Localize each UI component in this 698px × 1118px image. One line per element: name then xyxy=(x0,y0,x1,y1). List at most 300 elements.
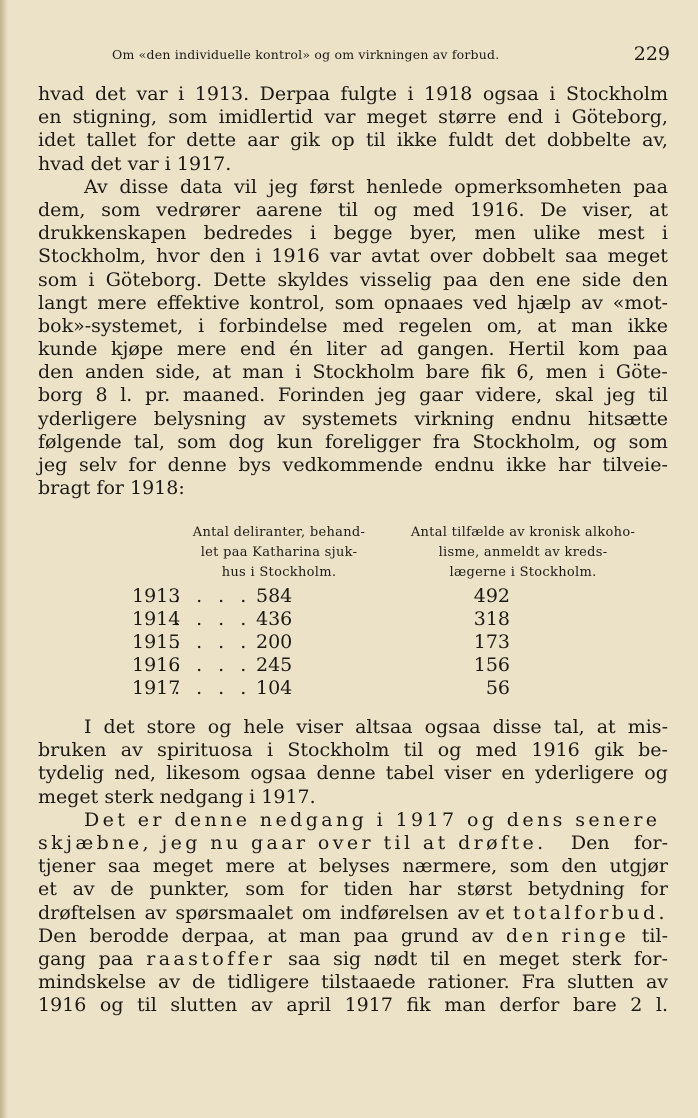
word: som xyxy=(509,855,549,878)
word: en xyxy=(38,106,62,129)
word: med xyxy=(475,739,518,762)
word: paa xyxy=(633,338,668,361)
text-line xyxy=(38,716,668,739)
word: meget xyxy=(607,245,668,268)
word: disse xyxy=(119,175,169,198)
word: at xyxy=(212,361,231,384)
word: l. xyxy=(655,994,668,1017)
word: 1916. xyxy=(470,198,525,221)
word: drukkenskapen xyxy=(38,222,187,245)
word: jeg xyxy=(38,454,68,476)
alkoholisme-value: 156 xyxy=(473,654,510,676)
word: op xyxy=(331,129,355,152)
leader-dots: . . . . xyxy=(174,585,252,607)
word: begge xyxy=(333,222,393,245)
word: tabel xyxy=(385,762,435,785)
word: i xyxy=(266,739,274,762)
word: med xyxy=(342,314,384,337)
word: rationer. xyxy=(427,971,510,994)
word: for xyxy=(300,878,328,901)
alkoholisme-value: 492 xyxy=(473,585,510,607)
table-row xyxy=(38,608,668,631)
paragraph-2 xyxy=(38,176,668,501)
text-line xyxy=(38,408,668,431)
word: over xyxy=(429,245,473,268)
word: spørsmaalet xyxy=(175,901,294,924)
word: som xyxy=(38,268,78,291)
word: de xyxy=(110,878,134,901)
text-line xyxy=(38,925,668,948)
leader-dots: . . . . xyxy=(174,654,252,676)
word: mest xyxy=(597,222,645,245)
word: for xyxy=(128,454,156,476)
word: bok»-systemet, xyxy=(38,314,184,337)
word: for xyxy=(147,129,175,152)
word: av xyxy=(250,994,273,1017)
word: av et xyxy=(457,901,505,924)
word: paa xyxy=(633,175,668,198)
word: i xyxy=(255,245,262,268)
alkoholisme-value: 318 xyxy=(473,608,510,630)
word: ogsaa xyxy=(424,716,481,738)
word: større xyxy=(438,106,497,129)
word: De xyxy=(540,198,567,221)
word: som xyxy=(245,878,285,901)
word: én xyxy=(289,338,313,361)
word: l. xyxy=(120,384,133,407)
running-head: Om «den individuelle kontrol» og om virkningen av forbud. xyxy=(112,47,500,62)
word: man xyxy=(299,924,341,947)
word: gangen. xyxy=(417,338,495,361)
word: kom xyxy=(578,338,620,361)
word: av xyxy=(645,971,668,994)
word: som xyxy=(628,430,668,453)
word: totalforbud. xyxy=(512,901,668,924)
word: data xyxy=(179,175,223,198)
word: systemets xyxy=(301,407,398,430)
word: nærmere, xyxy=(402,855,498,878)
word: for- xyxy=(633,947,668,970)
word: fik xyxy=(406,994,431,1017)
word: jeg xyxy=(377,384,407,407)
text-line xyxy=(38,855,668,878)
word: 1917 xyxy=(344,994,393,1017)
text-line xyxy=(38,902,668,925)
word: fuldt xyxy=(448,129,494,152)
word: opnaaes xyxy=(383,291,464,314)
word: ulike xyxy=(533,222,581,245)
word: om xyxy=(301,901,332,924)
word: hele xyxy=(243,716,285,738)
word: «mot- xyxy=(612,291,668,314)
word: var xyxy=(329,245,361,268)
word: april xyxy=(286,994,332,1017)
word: foreligger xyxy=(324,430,421,453)
word: mindskelse xyxy=(38,971,147,994)
word: at xyxy=(649,198,668,221)
word: langt xyxy=(38,291,88,314)
text-line xyxy=(38,292,668,315)
word: Den xyxy=(570,831,610,854)
word: ogsaa xyxy=(482,83,539,105)
word: Stockholm, xyxy=(38,245,147,268)
word: av xyxy=(72,878,95,901)
word: og xyxy=(592,430,617,453)
deliranter-value: 200 xyxy=(256,631,293,653)
word: vedrører xyxy=(156,198,241,221)
word: Det er denne nedgang i 1917 og dens senere xyxy=(84,808,661,831)
column-header-deliranter: Antal deliranter, behand- let paa Katharina sjuk- hus i Stockholm. xyxy=(192,525,366,580)
word: har xyxy=(408,878,442,901)
word: Den xyxy=(38,924,77,947)
word: var xyxy=(324,106,356,129)
word: følgende xyxy=(38,430,122,453)
word: byer, xyxy=(409,222,458,245)
word: paa xyxy=(98,947,134,970)
word: stigning, xyxy=(72,106,158,129)
table-row xyxy=(38,654,668,677)
word: drøftelsen xyxy=(38,901,136,924)
text-line xyxy=(38,454,668,477)
word: i xyxy=(407,83,414,105)
word: den xyxy=(561,855,598,878)
word: tidligere xyxy=(227,971,310,994)
word: til xyxy=(137,994,157,1017)
word: av xyxy=(120,739,143,762)
word: det xyxy=(504,129,536,152)
word: 8 xyxy=(95,384,108,407)
word: viser, xyxy=(582,198,634,221)
word: liter xyxy=(326,338,367,361)
word: Stockholm xyxy=(312,361,415,384)
page-edge-shadow xyxy=(0,0,8,1118)
word: tilstaaede xyxy=(321,971,416,994)
word: ikke xyxy=(627,314,668,337)
text-line xyxy=(38,83,668,106)
word: be- xyxy=(638,739,668,762)
text-line xyxy=(38,477,668,500)
word: I xyxy=(84,716,92,738)
row-year: 1917 xyxy=(132,677,181,699)
word: dette xyxy=(186,129,237,152)
word: mis- xyxy=(627,716,668,738)
row-year: 1914 xyxy=(132,608,181,630)
text-line xyxy=(38,315,668,338)
word: end xyxy=(507,106,544,129)
word: hjælp xyxy=(516,291,572,314)
word: slutten xyxy=(170,994,238,1017)
word: tallet xyxy=(86,129,137,152)
leader-dots: . . . . xyxy=(174,631,252,653)
word: sig xyxy=(333,947,362,970)
word: mere xyxy=(225,855,276,878)
word: Göteborg. xyxy=(105,268,203,291)
text-line xyxy=(38,153,668,176)
word: viser xyxy=(444,762,492,785)
word: side, xyxy=(155,361,201,384)
word: ogsaa xyxy=(250,762,307,785)
page-number: 229 xyxy=(633,43,670,65)
word: belyses xyxy=(318,855,390,878)
word: til xyxy=(430,947,450,970)
word: slutten xyxy=(567,971,634,994)
word: nødt xyxy=(373,947,418,970)
word: av xyxy=(158,971,181,994)
word: 1916 xyxy=(271,245,320,268)
word: til xyxy=(338,198,358,221)
word: men xyxy=(474,222,516,245)
word: gik xyxy=(290,129,320,152)
word: i xyxy=(88,268,95,291)
word: visselig xyxy=(359,268,432,291)
table-row xyxy=(38,677,668,700)
word: av, xyxy=(642,129,668,152)
word: hitsætte xyxy=(587,407,668,430)
word: spirituosa xyxy=(157,739,253,762)
word: 1916 xyxy=(531,739,580,762)
word: saa xyxy=(565,245,598,268)
word: den xyxy=(632,268,668,291)
word: som xyxy=(168,106,208,129)
word: yderligere xyxy=(38,407,138,430)
word: denne xyxy=(167,454,227,476)
word: en xyxy=(462,947,487,970)
word: imidlertid xyxy=(218,106,314,129)
word: at xyxy=(267,924,287,947)
word: fulgte xyxy=(340,83,397,105)
word: i xyxy=(549,83,556,105)
word: den xyxy=(209,245,246,268)
word: dem, xyxy=(38,198,86,221)
word: at xyxy=(287,855,307,878)
word: saa xyxy=(107,855,141,878)
word: raastoffer xyxy=(146,947,276,970)
word: kunde xyxy=(38,338,98,361)
word: fik xyxy=(480,361,506,384)
word: man xyxy=(242,361,284,384)
word: 2 xyxy=(630,994,643,1017)
word: ad xyxy=(380,338,404,361)
word: av xyxy=(263,407,286,430)
word: som xyxy=(177,430,217,453)
word: dobbelt xyxy=(482,245,556,268)
word: Stockholm xyxy=(565,83,668,105)
text-line xyxy=(38,338,668,361)
text-line xyxy=(38,199,668,222)
word: bedredes xyxy=(203,222,293,245)
word: gaar xyxy=(419,384,463,407)
text-line xyxy=(38,431,668,454)
word: tydelig xyxy=(38,762,105,785)
word: ikke xyxy=(506,454,547,476)
text-line xyxy=(38,971,668,994)
word: til- xyxy=(641,924,668,947)
word: maaned. xyxy=(182,384,266,407)
word: Göte- xyxy=(615,361,668,384)
word: med xyxy=(412,198,455,221)
word: hvad xyxy=(38,83,85,105)
word: vil xyxy=(234,175,257,198)
word: selv xyxy=(78,454,117,476)
word: kun xyxy=(276,430,313,453)
word: av xyxy=(471,924,494,947)
word: som xyxy=(334,291,374,314)
word: bare xyxy=(425,361,470,384)
word: viser xyxy=(296,716,344,738)
word: et xyxy=(38,878,57,901)
word: i xyxy=(598,361,605,384)
page-header xyxy=(40,42,672,72)
word: kjøpe xyxy=(111,338,164,361)
leader-dots: . . . . xyxy=(174,608,252,630)
word: store xyxy=(146,716,196,738)
word: dog xyxy=(228,430,265,453)
word: likesom xyxy=(166,762,241,785)
word: til xyxy=(365,129,386,152)
text-line xyxy=(38,129,668,152)
word: Dette xyxy=(213,268,267,291)
column-header-alkoholisme: Antal tilfælde av kronisk alkoho- lisme, anmeldt av kreds- lægerne i Stockholm. xyxy=(410,525,636,580)
word: endnu xyxy=(434,454,495,476)
word: Derpaa xyxy=(259,83,331,105)
word: 1916 xyxy=(38,994,87,1017)
word: henlede xyxy=(366,175,443,198)
word: borg xyxy=(38,384,83,407)
word: for- xyxy=(634,831,668,854)
deliranter-value: 584 xyxy=(256,585,293,607)
word: indførelsen xyxy=(339,901,449,924)
word: hvor xyxy=(156,245,200,268)
word: dobbelte xyxy=(546,129,631,152)
text-line xyxy=(38,786,668,809)
word: punkter, xyxy=(149,878,230,901)
text-line xyxy=(38,948,668,971)
row-year: 1916 xyxy=(132,654,181,676)
word: belysning xyxy=(153,407,247,430)
table-row xyxy=(38,585,668,608)
text-line xyxy=(38,361,668,384)
word: grund xyxy=(400,924,459,947)
word: yderligere xyxy=(535,762,635,785)
paragraph-3 xyxy=(38,716,668,809)
word: 6, xyxy=(516,361,535,384)
word: derfor xyxy=(499,994,560,1017)
word: skal xyxy=(554,384,594,407)
word: regelen xyxy=(398,314,473,337)
text-line xyxy=(38,106,668,129)
text-line xyxy=(38,384,668,407)
word: som xyxy=(101,198,141,221)
word: hvad det var i 1917. xyxy=(38,152,232,175)
word: paa xyxy=(443,268,478,291)
word: og xyxy=(437,739,462,762)
text-before-table xyxy=(38,83,668,500)
word: gang xyxy=(38,947,86,970)
word: at xyxy=(596,716,616,738)
word: størst xyxy=(457,878,513,901)
word: at xyxy=(537,314,557,337)
word: man xyxy=(571,314,613,337)
word: saa xyxy=(287,947,321,970)
word: av xyxy=(580,291,603,314)
text-line xyxy=(38,739,668,762)
word: Stockholm xyxy=(287,739,390,762)
word: man xyxy=(444,994,486,1017)
word: den xyxy=(38,361,74,384)
word: pr. xyxy=(145,384,171,407)
text-line xyxy=(38,878,668,901)
word: tal, xyxy=(133,430,165,453)
word: gik xyxy=(594,739,624,762)
word: tjener xyxy=(38,855,96,878)
word: tal, xyxy=(553,716,585,738)
word: i xyxy=(198,314,205,337)
word: i xyxy=(661,222,668,245)
word: paa xyxy=(353,924,389,947)
word: og xyxy=(207,716,232,738)
word: denne xyxy=(316,762,376,785)
leader-dots: . . . . xyxy=(174,677,252,699)
word: ved xyxy=(473,291,508,314)
word: Fra xyxy=(521,971,556,994)
word: de xyxy=(192,971,216,994)
word: bare xyxy=(572,994,617,1017)
word: var xyxy=(136,83,168,105)
word: effektive xyxy=(156,291,240,314)
word: en xyxy=(501,762,525,785)
deliranter-value: 436 xyxy=(256,608,293,630)
word: 1918 xyxy=(424,83,473,105)
word: anden xyxy=(84,361,145,384)
word: har xyxy=(558,454,591,476)
word: mere xyxy=(97,291,147,314)
word: og xyxy=(99,994,124,1017)
word: det xyxy=(94,83,127,105)
word: disse xyxy=(492,716,542,738)
word: virkning xyxy=(414,407,495,430)
word: vedkommende xyxy=(282,454,423,476)
word: i xyxy=(178,83,185,105)
deliranter-value: 104 xyxy=(256,677,293,699)
word: den xyxy=(489,268,525,291)
word: Göteborg, xyxy=(571,106,668,129)
word: side xyxy=(581,268,622,291)
word: tilveie- xyxy=(602,454,668,476)
statistics-table xyxy=(38,523,668,705)
word: berodde xyxy=(89,924,169,947)
word: til xyxy=(648,384,668,407)
word: meget xyxy=(152,855,213,878)
text-after-table xyxy=(38,716,668,1017)
word: Hertil xyxy=(508,338,565,361)
word: kontrol, xyxy=(249,291,326,314)
text-line xyxy=(38,762,668,785)
word: bys xyxy=(238,454,272,476)
deliranter-value: 245 xyxy=(256,654,293,676)
word: bragt for 1918: xyxy=(38,477,185,500)
word: den ringe xyxy=(506,924,630,947)
word: opmerksomheten xyxy=(454,175,622,198)
word: først xyxy=(309,175,355,198)
word: avtat xyxy=(371,245,420,268)
word: skyldes xyxy=(277,268,349,291)
word: betydning xyxy=(528,878,625,901)
word: end xyxy=(240,338,276,361)
word: idet xyxy=(38,129,76,152)
word: meget xyxy=(366,106,427,129)
alkoholisme-value: 173 xyxy=(473,631,510,653)
word: Av xyxy=(84,175,108,198)
